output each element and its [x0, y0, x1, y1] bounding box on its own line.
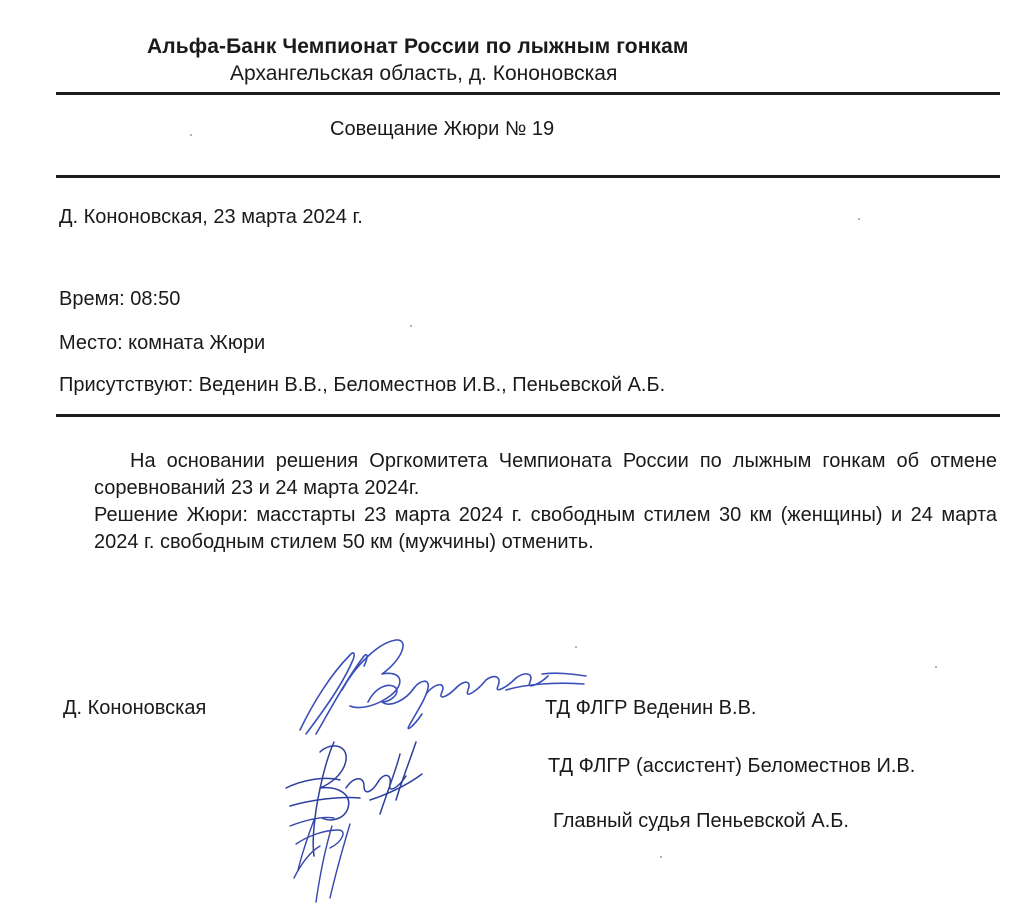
- scan-speck: [190, 134, 192, 136]
- scan-speck: [858, 218, 860, 220]
- handwritten-signatures: [250, 630, 590, 914]
- details-divider: [56, 414, 1000, 417]
- meeting-place: Место: комната Жюри: [59, 332, 266, 354]
- signatory-chief-judge: Главный судья Пеньевской А.Б.: [553, 810, 849, 832]
- meeting-time: Время: 08:50: [59, 288, 181, 310]
- scan-speck: [410, 325, 412, 327]
- place-and-date: Д. Кононовская, 23 марта 2024 г.: [59, 206, 363, 228]
- header-divider: [56, 92, 1000, 95]
- signatory-td: ТД ФЛГР Веденин В.В.: [545, 697, 757, 719]
- scan-speck: [660, 856, 662, 858]
- meeting-title: Совещание Жюри № 19: [330, 118, 555, 140]
- scan-speck: [935, 666, 937, 668]
- attendees: Присутствуют: Веденин В.В., Беломестнов И.В., Пеньевской А.Б.: [59, 374, 666, 396]
- decision-paragraph: Решение Жюри: масстарты 23 марта 2024 г. свободным стилем 30 км (женщины) и 24 марта 2024 г. свободным стилем 50 км (мужчины) отменить.: [94, 504, 997, 553]
- signature-place: Д. Кононовская: [63, 697, 207, 719]
- championship-location: Архангельская область, д. Кононовская: [230, 62, 618, 85]
- decision-text: [94, 448, 997, 556]
- championship-title: Альфа-Банк Чемпионат России по лыжным гонкам: [147, 35, 689, 58]
- signature-belomestnov: [286, 742, 422, 856]
- scan-speck: [575, 646, 577, 648]
- signature-vedenin: [300, 640, 586, 734]
- meeting-divider: [56, 175, 1000, 178]
- signature-penevskoy: [290, 817, 350, 902]
- signatory-td-assistant: ТД ФЛГР (ассистент) Беломестнов И.В.: [548, 755, 916, 777]
- basis-paragraph: На основании решения Оргкомитета Чемпионата России по лыжным гонкам об отмене соревнований 23 и 24 марта 2024г.: [94, 450, 997, 499]
